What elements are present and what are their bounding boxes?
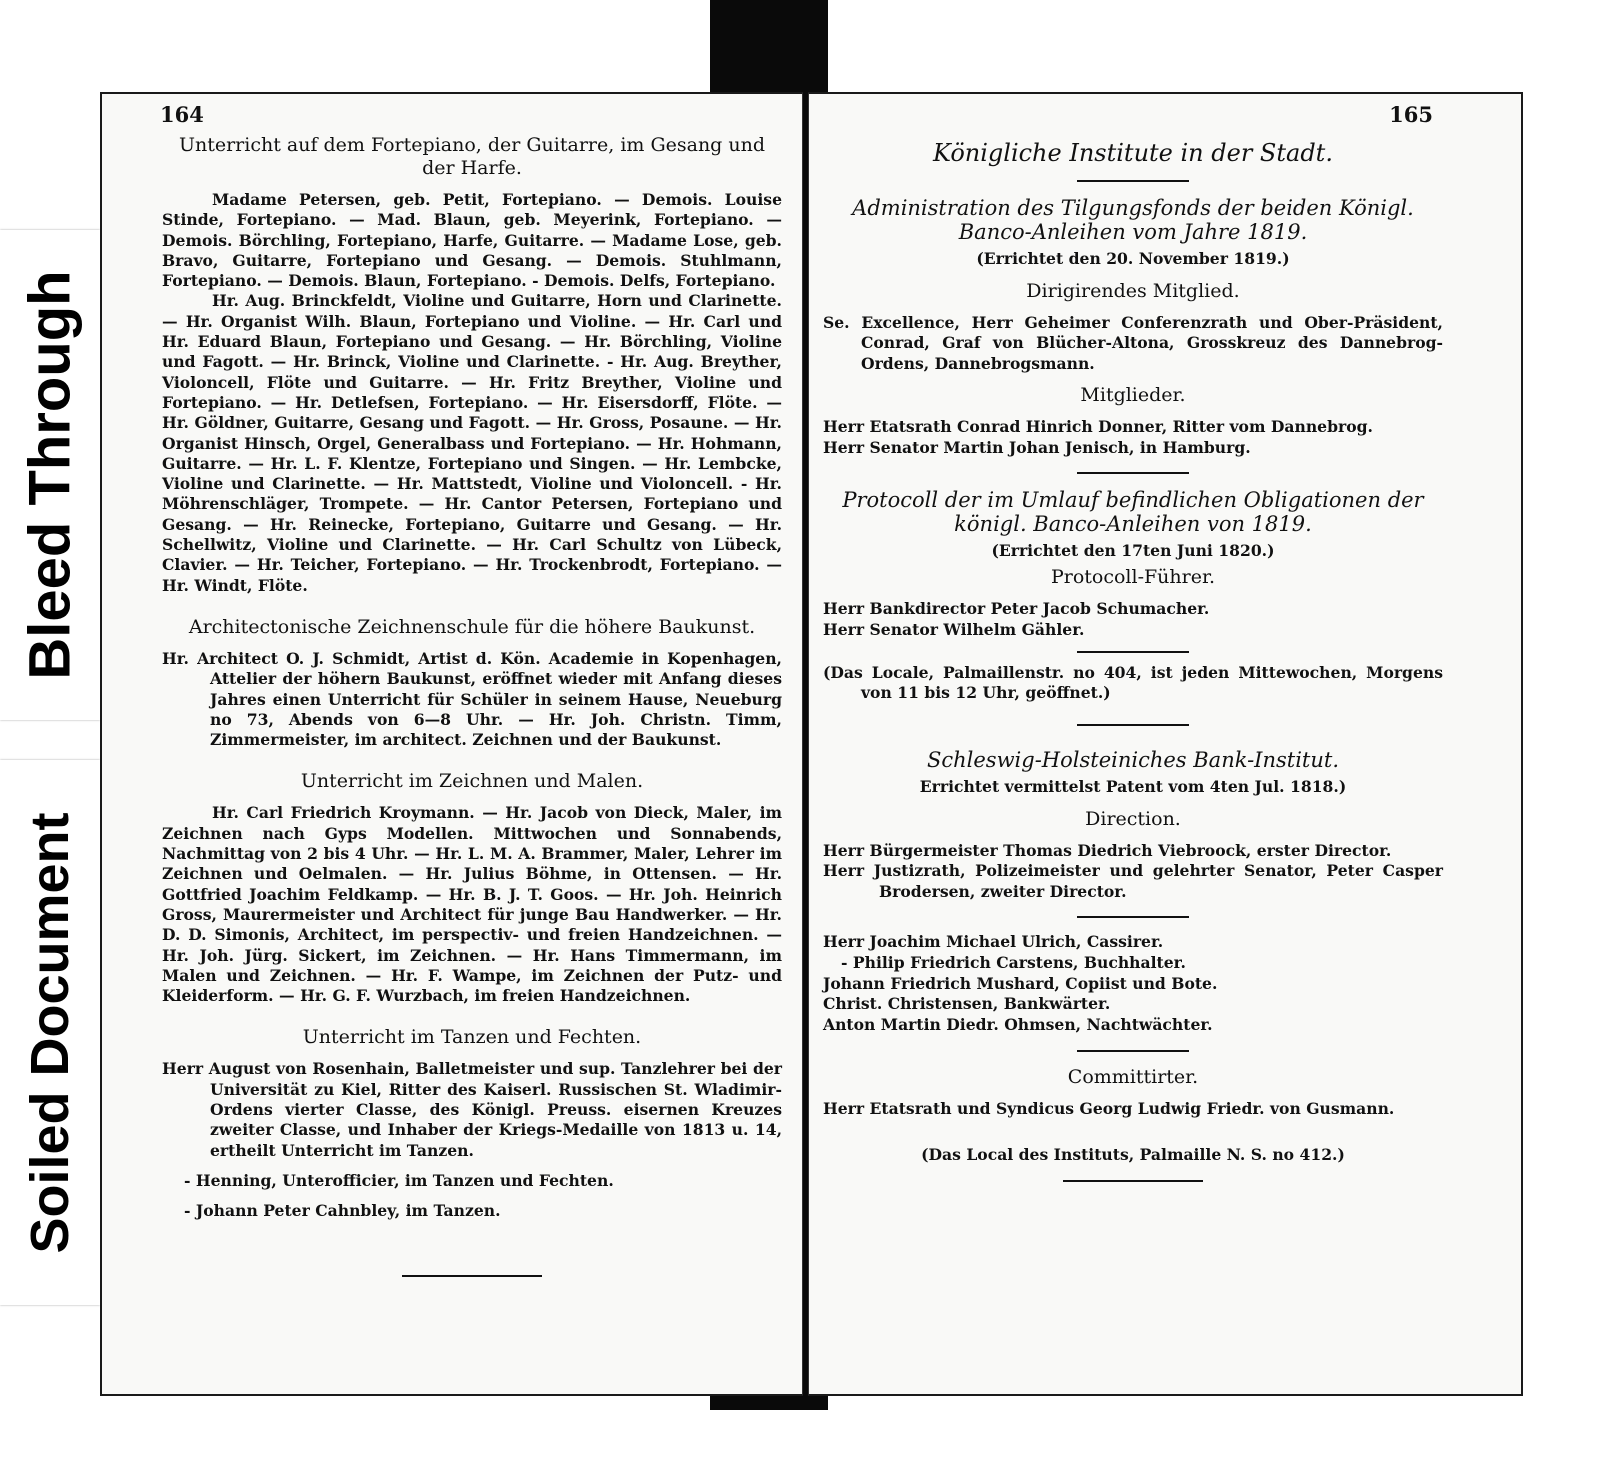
bank-heading: Schleswig-Holsteiniches Bank-Institut. [926, 747, 1340, 772]
protocoll-fuehrer-heading: Protocoll-Führer. [1050, 566, 1216, 589]
dance-paragraph-rosenhain: Herr August von Rosenhain, Balletmeister und sup. Tanzlehrer bei der Universität zu Kiel, Ritter des Kaiserl. Russischen St. Wladimir-Ordens vierter Classe, des Königl. Preuss. eisernen Kreuzes zweiter Classe, und Inhaber der Kriegs-Medaille von 1813 u. 14, ertheilt Unterricht im Tanzen. [162, 1059, 782, 1160]
divider-rule [1077, 472, 1189, 474]
architecture-paragraph: Hr. Architect O. J. Schmidt, Artist d. Kön. Academie in Kopenhagen, Attelier der höhern Baukunst, eröffnet wieder mit Anfang dieses Jahres einen Unterricht für Schüler in seinem Hause, Neueburg no 73, Abends von 6—8 Uhr. — Hr. Joh. Christn. Timm, Zimmermeister, im architect. Zeichnen und der Baukunst. [162, 648, 782, 750]
bank-committee-heading: Committirter. [1067, 1066, 1199, 1089]
bleed-through-label [0, 230, 100, 720]
section-heading-dance: Unterricht im Tanzen und Fechten. [302, 1026, 642, 1049]
protocoll-heading: Protocoll der im Umlauf befindlichen Obligationen der königl. Banco-Anleihen von 1819. [842, 488, 1424, 537]
bank-founded: Errichtet vermittelst Patent vom 4ten Jul. 1818.) [919, 776, 1347, 796]
music-paragraph-ladies: Madame Petersen, geb. Petit, Fortepiano. — Demois. Louise Stinde, Fortepiano. — Mad. Blaun, geb. Meyerink, Fortepiano. — Demois. Börchling, Fortepiano, Harfe, Guitarre. — Madame Lose, geb. Bravo, Guitarre, Fortepiano und Gesang. — Demois. Stuhlmann, Fortepiano. — Demois. Blaun, Fortepiano. - Demois. Delfs, Fortepiano. [162, 190, 782, 291]
music-paragraph-men: Hr. Aug. Brinckfeldt, Violine und Guitarre, Horn und Clarinette. — Hr. Organist Wilh. Blaun, Fortepiano und Violine. — Hr. Carl und Hr. Eduard Blaun, Fortepiano und Gesang. — Hr. Börchling, Violine und Fagott. — Hr. Brinck, Violine und Clarinette. - Hr. Aug. Breyther, Violoncell, Flöte und Guitarre. — Hr. Fritz Breyther, Violine und Fortepiano. — Hr. Detlefsen, Fortepiano. — Hr. Eisersdorff, Flöte. — Hr. Göldner, Guitarre, Gesang und Fagott. — Hr. Gross, Posaune. — Hr. Organist Hinsch, Orgel, Generalbass und Fortepiano. — Hr. Hohmann, Guitarre. — Hr. L. F. Klentze, Fortepiano und Singen. — Hr. Lembcke, Violine und Clarinette. — Hr. Mattstedt, Violine und Violoncell. - Hr. Möhrenschläger, Trompete. — Hr. Cantor Petersen, Fortepiano und Gesang. — Hr. Reinecke, Fortepiano, Guitarre und Gesang. — Hr. Schellwitz, Violine und Clarinette. — Hr. Carl Schultz von Lübeck, Clavier. — Hr. Teicher, Fortepiano. — Hr. Trockenbrodt, Fortepiano. — Hr. Windt, Flöte. [162, 291, 782, 595]
dance-line-cahnbley: - Johann Peter Cahnbley, im Tanzen. [184, 1201, 501, 1221]
divider-rule [1077, 1050, 1189, 1052]
bank-committee: Herr Etatsrath und Syndicus Georg Ludwig Friedr. von Gusmann. [823, 1099, 1395, 1119]
protocoll-note: (Das Locale, Palmaillenstr. no 404, ist jeden Mittewochen, Morgens von 11 bis 12 Uhr, geöffnet.) [823, 663, 1443, 703]
protocoll-founded: (Errichtet den 17ten Juni 1820.) [991, 541, 1275, 561]
divider-rule [1077, 724, 1189, 726]
bank-staff: Christ. Christensen, Bankwärter. [823, 994, 1111, 1014]
left-page-content [162, 134, 782, 1291]
page-number-left: 164 [160, 102, 204, 127]
page-number-right: 165 [1389, 102, 1433, 127]
bank-staff: Herr Joachim Michael Ulrich, Cassirer. [823, 932, 1164, 952]
protocoll-fuehrer: Herr Senator Wilhelm Gähler. [823, 620, 1085, 640]
bleed-through-text: Bleed Through [17, 270, 83, 680]
section-heading-drawing: Unterricht im Zeichnen und Malen. [300, 770, 644, 793]
left-page [100, 92, 803, 1396]
soiled-document-text: Soiled Document [20, 811, 80, 1254]
admin-members-heading: Mitglieder. [1080, 383, 1186, 406]
admin-director-text: Se. Excellence, Herr Geheimer Conferenzrath und Ober-Präsident, Conrad, Graf von Blücher-Altona, Grosskreuz des Dannebrog-Ordens, Dannebrogsmann. [823, 313, 1443, 373]
section-heading-architecture: Architectonische Zeichnenschule für die höhere Baukunst. [188, 615, 756, 638]
bank-direction-heading: Direction. [1085, 807, 1181, 830]
end-rule-left [402, 1275, 542, 1277]
admin-member: Herr Senator Martin Johan Jenisch, in Hamburg. [823, 437, 1251, 457]
soiled-document-label [0, 760, 100, 1305]
bank-staff: Anton Martin Diedr. Ohmsen, Nachtwächter. [823, 1015, 1213, 1035]
bank-director: Herr Justizrath, Polizeimeister und gelehrter Senator, Peter Casper Brodersen, zweiter Director. [823, 861, 1443, 901]
page-title: Königliche Institute in der Stadt. [933, 139, 1333, 167]
section-heading-music: Unterricht auf dem Fortepiano, der Guitarre, im Gesang und der Harfe. [178, 134, 766, 179]
bank-staff: - Philip Friedrich Carstens, Buchhalter. [841, 952, 1186, 972]
divider-rule [1077, 651, 1189, 653]
admin-heading: Administration des Tilgungsfonds der beiden Königl. Banco-Anleihen vom Jahre 1819. [852, 196, 1414, 244]
end-rule-right [1063, 1180, 1203, 1182]
right-page [808, 92, 1523, 1396]
drawing-paragraph: Hr. Carl Friedrich Kroymann. — Hr. Jacob von Dieck, Maler, im Zeichnen nach Gyps Modellen. Mittwochen und Sonnabends, Nachmittag von 2 bis 4 Uhr. — Hr. L. M. A. Brammer, Maler, Lehrer im Zeichnen und Oelmalen. — Hr. Julius Böhme, in Ottensen. — Hr. Gottfried Joachim Feldkamp. — Hr. B. J. T. Goos. — Hr. Joh. Heinrich Gross, Maurermeister und Architect für junge Bau Handwerker. — Hr. D. D. Simonis, Architect, im perspectiv- und freien Handzeichnen. — Hr. Joh. Jürg. Sickert, im Zeichnen. — Hr. Hans Timmermann, im Malen und Zeichnen. — Hr. F. Wampe, im Zeichnen der Putz- und Kleiderform. — Hr. G. F. Wurzbach, im freien Handzeichnen. [162, 803, 782, 1006]
divider-rule [1077, 180, 1189, 182]
bank-local: (Das Local des Instituts, Palmaille N. S. no 412.) [921, 1144, 1345, 1164]
admin-member: Herr Etatsrath Conrad Hinrich Donner, Ritter vom Dannebrog. [823, 416, 1373, 436]
right-page-content [823, 134, 1443, 1196]
admin-founded: (Errichtet den 20. November 1819.) [976, 249, 1290, 268]
bank-staff: Johann Friedrich Mushard, Copiist und Bote. [823, 973, 1218, 993]
admin-director-heading: Dirigirendes Mitglied. [1026, 280, 1240, 302]
protocoll-fuehrer: Herr Bankdirector Peter Jacob Schumacher. [823, 599, 1210, 619]
bank-director: Herr Bürgermeister Thomas Diedrich Viebroock, erster Director. [823, 840, 1392, 860]
dance-line-henning: - Henning, Unterofficier, im Tanzen und Fechten. [184, 1170, 614, 1190]
divider-rule [1077, 916, 1189, 918]
